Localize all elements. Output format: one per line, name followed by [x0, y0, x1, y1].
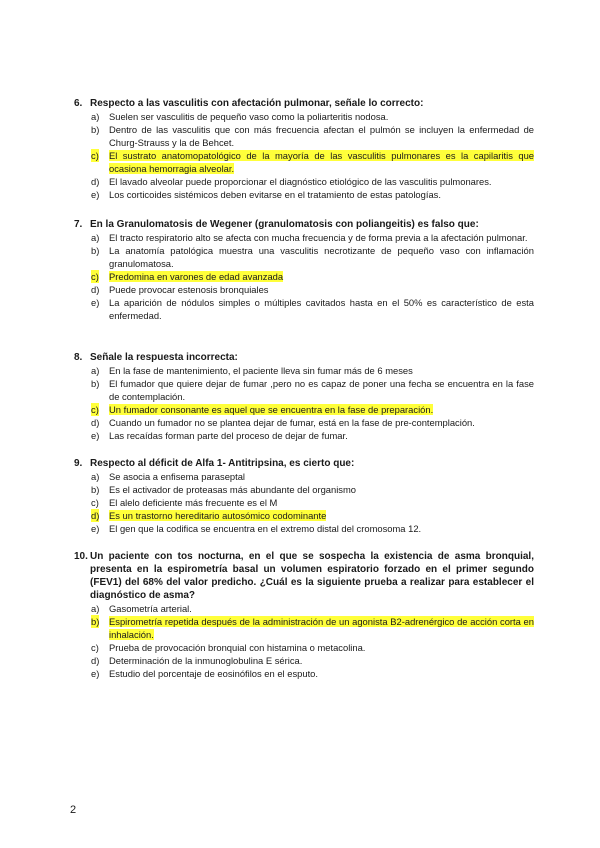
question-8	[74, 351, 534, 442]
option-text: Gasometría arterial.	[109, 603, 192, 614]
option-letter: a)	[91, 232, 100, 243]
option-list	[74, 364, 534, 442]
option-letter: d)	[91, 417, 100, 428]
option-list	[74, 110, 534, 201]
option-letter: e)	[91, 430, 100, 441]
option-text: Suelen ser vasculitis de pequeño vaso como la poliarteritis nodosa.	[109, 111, 389, 122]
option-text: En la fase de mantenimiento, el paciente lleva sin fumar más de 6 meses	[109, 365, 413, 376]
option-b	[74, 377, 534, 403]
option-text-highlighted: Espirometría repetida después de la administración de un agonista B2-adrenérgico de acción corta en inhalación.	[109, 616, 534, 640]
option-letter: d)	[91, 284, 100, 295]
question-number: 9.	[74, 458, 83, 469]
option-text: El lavado alveolar puede proporcionar el diagnóstico etiológico de las vasculitis pulmonares.	[109, 176, 492, 187]
option-a	[74, 231, 534, 244]
option-letter: a)	[91, 603, 100, 614]
option-d	[74, 654, 534, 667]
option-d	[74, 283, 534, 296]
option-text-highlighted: Es un trastorno hereditario autosómico codominante	[109, 510, 327, 521]
option-c	[74, 641, 534, 654]
question-number: 7.	[74, 219, 83, 230]
question-9	[74, 457, 534, 535]
option-letter: a)	[91, 471, 100, 482]
question-title	[74, 351, 534, 364]
option-letter: c)	[91, 271, 99, 282]
option-text: Determinación de la inmunoglobulina E sérica.	[109, 655, 303, 666]
option-text: Se asocia a enfisema paraseptal	[109, 471, 246, 482]
option-b	[74, 244, 534, 270]
option-c-highlighted	[74, 149, 534, 175]
option-letter: c)	[91, 642, 99, 653]
option-text: La anatomía patológica muestra una vasculitis necrotizante de pequeño vaso con inflamación granulomatosa.	[109, 245, 534, 269]
option-e	[74, 522, 534, 535]
question-text: En la Granulomatosis de Wegener (granulomatosis con poliangeitis) es falso que:	[90, 219, 479, 230]
option-letter: e)	[91, 297, 100, 308]
option-text: Cuando un fumador no se plantea dejar de fumar, está en la fase de pre-contemplación.	[109, 417, 475, 428]
option-text: Prueba de provocación bronquial con histamina o metacolina.	[109, 642, 366, 653]
question-number: 6.	[74, 98, 83, 109]
option-d	[74, 416, 534, 429]
option-text: El tracto respiratorio alto se afecta con mucha frecuencia y de forma previa a la afectación pulmonar.	[109, 232, 528, 243]
option-list	[74, 231, 534, 322]
question-title	[74, 97, 534, 110]
option-b-highlighted	[74, 615, 534, 641]
question-title	[74, 218, 534, 231]
option-text: Estudio del porcentaje de eosinófilos en el esputo.	[109, 668, 318, 679]
option-letter: b)	[91, 378, 100, 389]
question-text: Un paciente con tos nocturna, en el que se sospecha la existencia de asma bronquial, presenta en la espirometría basal un volumen espiratorio forzado en el primer segundo (FEV1) del 68% del valor predicho. ¿Cuál es la siguiente prueba a realizar para establecer el diagnóstico de asma?	[90, 551, 534, 601]
option-e	[74, 429, 534, 442]
option-letter: b)	[91, 245, 100, 256]
option-text: Es el activador de proteasas más abundante del organismo	[109, 484, 357, 495]
option-text: Los corticoides sistémicos deben evitarse en el tratamiento de estas patologías.	[109, 189, 441, 200]
option-b	[74, 483, 534, 496]
option-letter: a)	[91, 365, 100, 376]
option-text: Dentro de las vasculitis que con más frecuencia afectan el pulmón se incluyen la enfermedad de Churg-Strauss y la de Behcet.	[109, 124, 534, 148]
option-text: El alelo deficiente más frecuente es el M	[109, 497, 278, 508]
option-text-highlighted: Predomina en varones de edad avanzada	[109, 271, 284, 282]
question-title	[74, 550, 534, 602]
option-c-highlighted	[74, 270, 534, 283]
question-10	[74, 550, 534, 680]
option-e	[74, 667, 534, 680]
page-number: 2	[70, 804, 77, 816]
question-7	[74, 218, 534, 322]
option-c	[74, 496, 534, 509]
option-letter: b)	[91, 484, 100, 495]
option-letter: e)	[91, 668, 100, 679]
option-letter: a)	[91, 111, 100, 122]
question-text: Respecto a las vasculitis con afectación pulmonar, señale lo correcto:	[90, 98, 424, 109]
option-text: El gen que la codifica se encuentra en el extremo distal del cromosoma 12.	[109, 523, 422, 534]
option-text: La aparición de nódulos simples o múltiples cavitados hasta en el 50% es característico de esta enfermedad.	[109, 297, 534, 321]
option-list	[74, 602, 534, 680]
option-a	[74, 364, 534, 377]
question-number: 10.	[74, 551, 88, 562]
option-letter: b)	[91, 616, 100, 627]
option-a	[74, 110, 534, 123]
option-text: El fumador que quiere dejar de fumar ,pero no es capaz de poner una fecha se encuentra en la fase de contemplación.	[109, 378, 534, 402]
option-e	[74, 188, 534, 201]
question-6	[74, 97, 534, 201]
option-text-highlighted: Un fumador consonante es aquel que se encuentra en la fase de preparación.	[109, 404, 434, 415]
option-text-highlighted: El sustrato anatomopatológico de la mayoría de las vasculitis pulmonares es la capilaritis que ocasiona hemorragia alveolar.	[109, 150, 534, 174]
option-letter: c)	[91, 497, 99, 508]
question-number: 8.	[74, 352, 83, 363]
option-letter: d)	[91, 176, 100, 187]
option-e	[74, 296, 534, 322]
option-a	[74, 602, 534, 615]
option-text: Las recaídas forman parte del proceso de dejar de fumar.	[109, 430, 348, 441]
option-list	[74, 470, 534, 535]
option-letter: c)	[91, 150, 99, 161]
option-c-highlighted	[74, 403, 534, 416]
question-title	[74, 457, 534, 470]
option-text: Puede provocar estenosis bronquiales	[109, 284, 269, 295]
question-text: Señale la respuesta incorrecta:	[90, 352, 238, 363]
question-text: Respecto al déficit de Alfa 1- Antitripsina, es cierto que:	[90, 458, 355, 469]
option-a	[74, 470, 534, 483]
option-letter: d)	[91, 510, 100, 521]
option-d	[74, 175, 534, 188]
option-d-highlighted	[74, 509, 534, 522]
option-letter: e)	[91, 189, 100, 200]
option-letter: d)	[91, 655, 100, 666]
option-letter: b)	[91, 124, 100, 135]
option-b	[74, 123, 534, 149]
option-letter: c)	[91, 404, 99, 415]
option-letter: e)	[91, 523, 100, 534]
